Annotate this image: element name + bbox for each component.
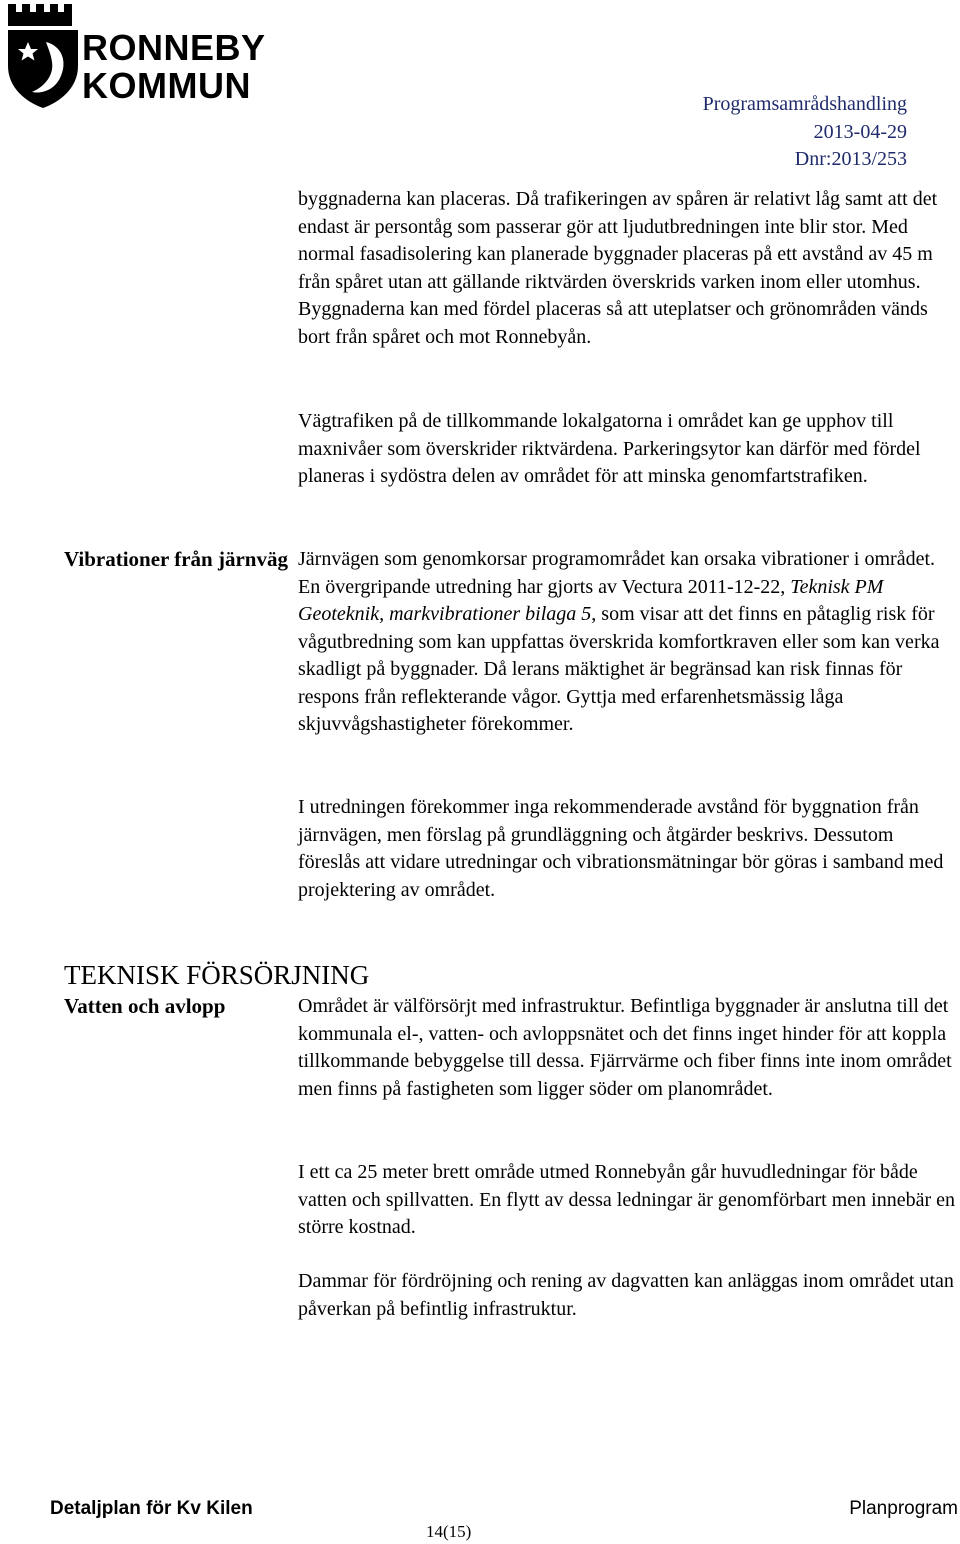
paragraph-mains: I ett ca 25 meter brett område utmed Ronnebyån går huvudledningar för både vatten och spillvatten. En flytt av dessa ledningar är genomförbart men innebär en större kostnad. <box>298 1161 956 1238</box>
footer-doc-kind: Planprogram <box>849 1498 958 1519</box>
paragraph-vibrations-report-title: Teknisk PM Geoteknik, markvibrationer bilaga 5 <box>298 575 884 625</box>
footer-plan-name: Detaljplan för Kv Kilen <box>50 1498 253 1519</box>
paragraph-vibrations-text-b: , som visar att det finns en påtaglig risk för vågutbredning som kan uppfattas överskrida komfortkraven eller som kan verka skadligt på byggnader. Då lerans mäktighet är begränsad kan risk finnas för respons från reflekterande vågor. Gyttja med erfarenhetsmässig låga skjuvvågshastigheter förekommer. <box>298 603 940 735</box>
document-date: 2013-04-29 <box>813 121 907 143</box>
municipality-logo <box>2 2 282 110</box>
section-heading: TEKNISK FÖRSÖRJNING <box>64 960 370 990</box>
paragraph-road-traffic: Vägtrafiken på de tillkommande lokalgatorna i området kan ge upphov till maxnivåer som överskrider riktvärdena. Parkeringsytor kan därför med fördel planeras i sydöstra delen av området för att minska genomfartstrafiken. <box>298 410 921 487</box>
page-number: 14(15) <box>426 1522 472 1541</box>
paragraph-vibrations <box>298 546 958 739</box>
paragraph-infrastructure: Området är välförsörjt med infrastruktur. Befintliga byggnader är anslutna till det kommunala el-, vatten- och avloppsnätet och det finns inget hinder för att koppla tillkommande bebyggelse till dessa. Fjärrvärme och fiber finns inte inom området men finns på fastigheten som ligger söder om planområdet. <box>298 995 952 1100</box>
paragraph-investigation: I utredningen förekommer inga rekommenderade avstånd för byggnation från järnvägen, men förslag på grundläggning och åtgärder beskrivs. Dessutom föreslås att vidare utredningar och vibrationsmätningar bör göras i samband med projektering av området. <box>298 796 944 901</box>
logo-text-line2: KOMMUN <box>82 65 251 106</box>
document-type: Programsamrådshandling <box>702 93 907 115</box>
paragraph-stormwater: Dammar för fördröjning och rening av dagvatten kan anläggas inom området utan påverkan på befintlig infrastruktur. <box>298 1270 954 1320</box>
paragraph-noise-placement: byggnaderna kan placeras. Då trafikeringen av spåren är relativt låg samt att det endast är persontåg som passerar gör att ljudutbredningen inte blir stor. Med normal fasadisolering kan planerade byggnader placeras på ett avstånd av 45 m från spåret utan att gällande riktvärden överskrids varken inom eller utomhus. Byggnaderna kan med fördel placeras så att uteplatser och grönområden vänds bort från spåret och mot Ronnebyån. <box>298 188 938 348</box>
side-heading-vibrationer: Vibrationer från järnväg <box>64 547 288 571</box>
logo-text-line1: RONNEBY <box>82 27 266 68</box>
paragraph-vibrations-text-a: Järnvägen som genomkorsar programområdet kan orsaka vibrationer i området. En övergripande utredning har gjorts av Vectura 2011-12-22, <box>298 548 936 598</box>
side-heading-vatten: Vatten och avlopp <box>64 994 226 1018</box>
document-dnr: Dnr:2013/253 <box>794 148 907 170</box>
coat-of-arms-icon <box>2 2 82 110</box>
